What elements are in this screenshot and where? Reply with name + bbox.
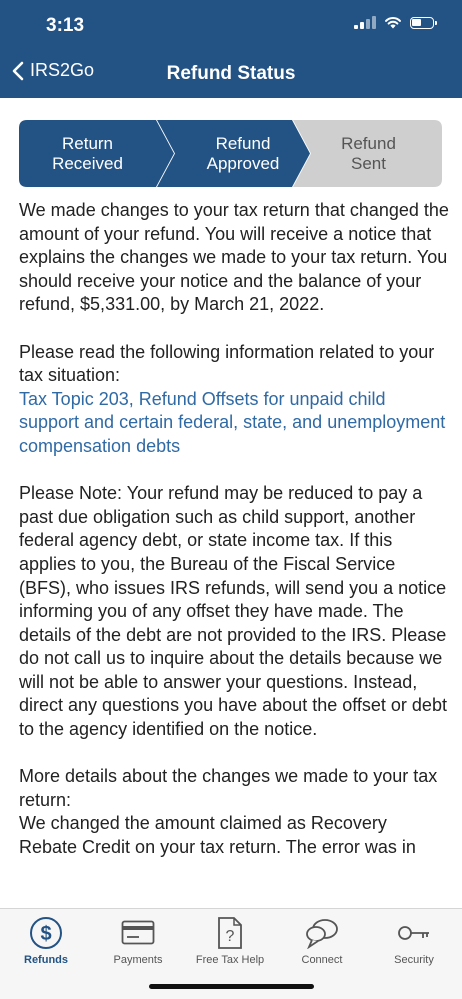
tab-connect[interactable] [276, 915, 368, 966]
app-header [0, 0, 462, 98]
status-time: 3:13 [46, 15, 85, 36]
tab-payments[interactable] [92, 915, 184, 966]
refund-change-message: We made changes to your tax return that changed the amount of your refund. You will receive a notice that explains the changes we made to your tax return. You should receive your notice and the balance of your refund, $5,331.00, by March 21, 2022. [19, 200, 449, 315]
step-1-line2: Received [52, 154, 123, 173]
step-3-line2: Sent [351, 154, 386, 173]
cellular-signal-icon [354, 16, 376, 29]
status-icons [354, 16, 434, 29]
tab-payments-label: Payments [113, 954, 163, 966]
dollar-circle-icon [29, 916, 63, 950]
refund-status-content [19, 199, 449, 860]
credit-card-icon [121, 920, 155, 946]
refund-progress-tracker [19, 120, 442, 187]
step-2-line1: Refund [215, 134, 271, 153]
tab-security[interactable] [368, 915, 460, 966]
svg-text:$: $ [40, 923, 52, 945]
offset-notice-text: Please Note: Your refund may be reduced to pay a past due obligation such as child support, another federal agency debt, or state income tax. If this applies to you, the Bureau of the Fiscal Service (BFS), who issues IRS refunds, will send you a notice informing you of any offset they have made. The details of the debt are not provided to the IRS. Please do not call us to inquire about the details because we will not be able to answer your questions. Instead, direct any questions you have about the offset or debt to the agency identified on the notice. [19, 483, 447, 740]
step-2-line2: Approved [206, 154, 280, 173]
step-refund-sent [311, 134, 426, 174]
step-1-line1: Return [61, 134, 114, 153]
svg-text:?: ? [225, 928, 235, 945]
details-heading: More details about the changes we made to your tax return: [19, 766, 438, 810]
key-icon [397, 923, 431, 943]
tab-connect-label: Connect [301, 954, 343, 966]
step-return-received [19, 134, 156, 174]
speech-bubbles-icon [305, 917, 339, 949]
page-title: Refund Status [166, 63, 296, 84]
question-document-icon [217, 916, 243, 950]
tab-free-tax-help[interactable] [184, 915, 276, 966]
wifi-icon [384, 16, 402, 29]
tab-refunds[interactable] [0, 915, 92, 966]
details-text: We changed the amount claimed as Recovery Rebate Credit on your tax return. The error was in [19, 813, 416, 858]
tax-topic-203-link[interactable]: Tax Topic 203, Refund Offsets for unpaid child support and certain federal, state, and unemployment compensation debts [19, 388, 446, 456]
step-3-line1: Refund [341, 134, 396, 153]
battery-icon [410, 17, 434, 29]
step-refund-approved [175, 134, 311, 174]
tab-refunds-label: Refunds [24, 954, 68, 966]
home-indicator [149, 984, 314, 989]
tax-situation-intro: Please read the following information related to your tax situation: [19, 341, 435, 386]
back-button-label: IRS2Go [30, 60, 95, 80]
tab-security-label: Security [394, 954, 434, 966]
tab-free-tax-help-label: Free Tax Help [195, 954, 265, 966]
